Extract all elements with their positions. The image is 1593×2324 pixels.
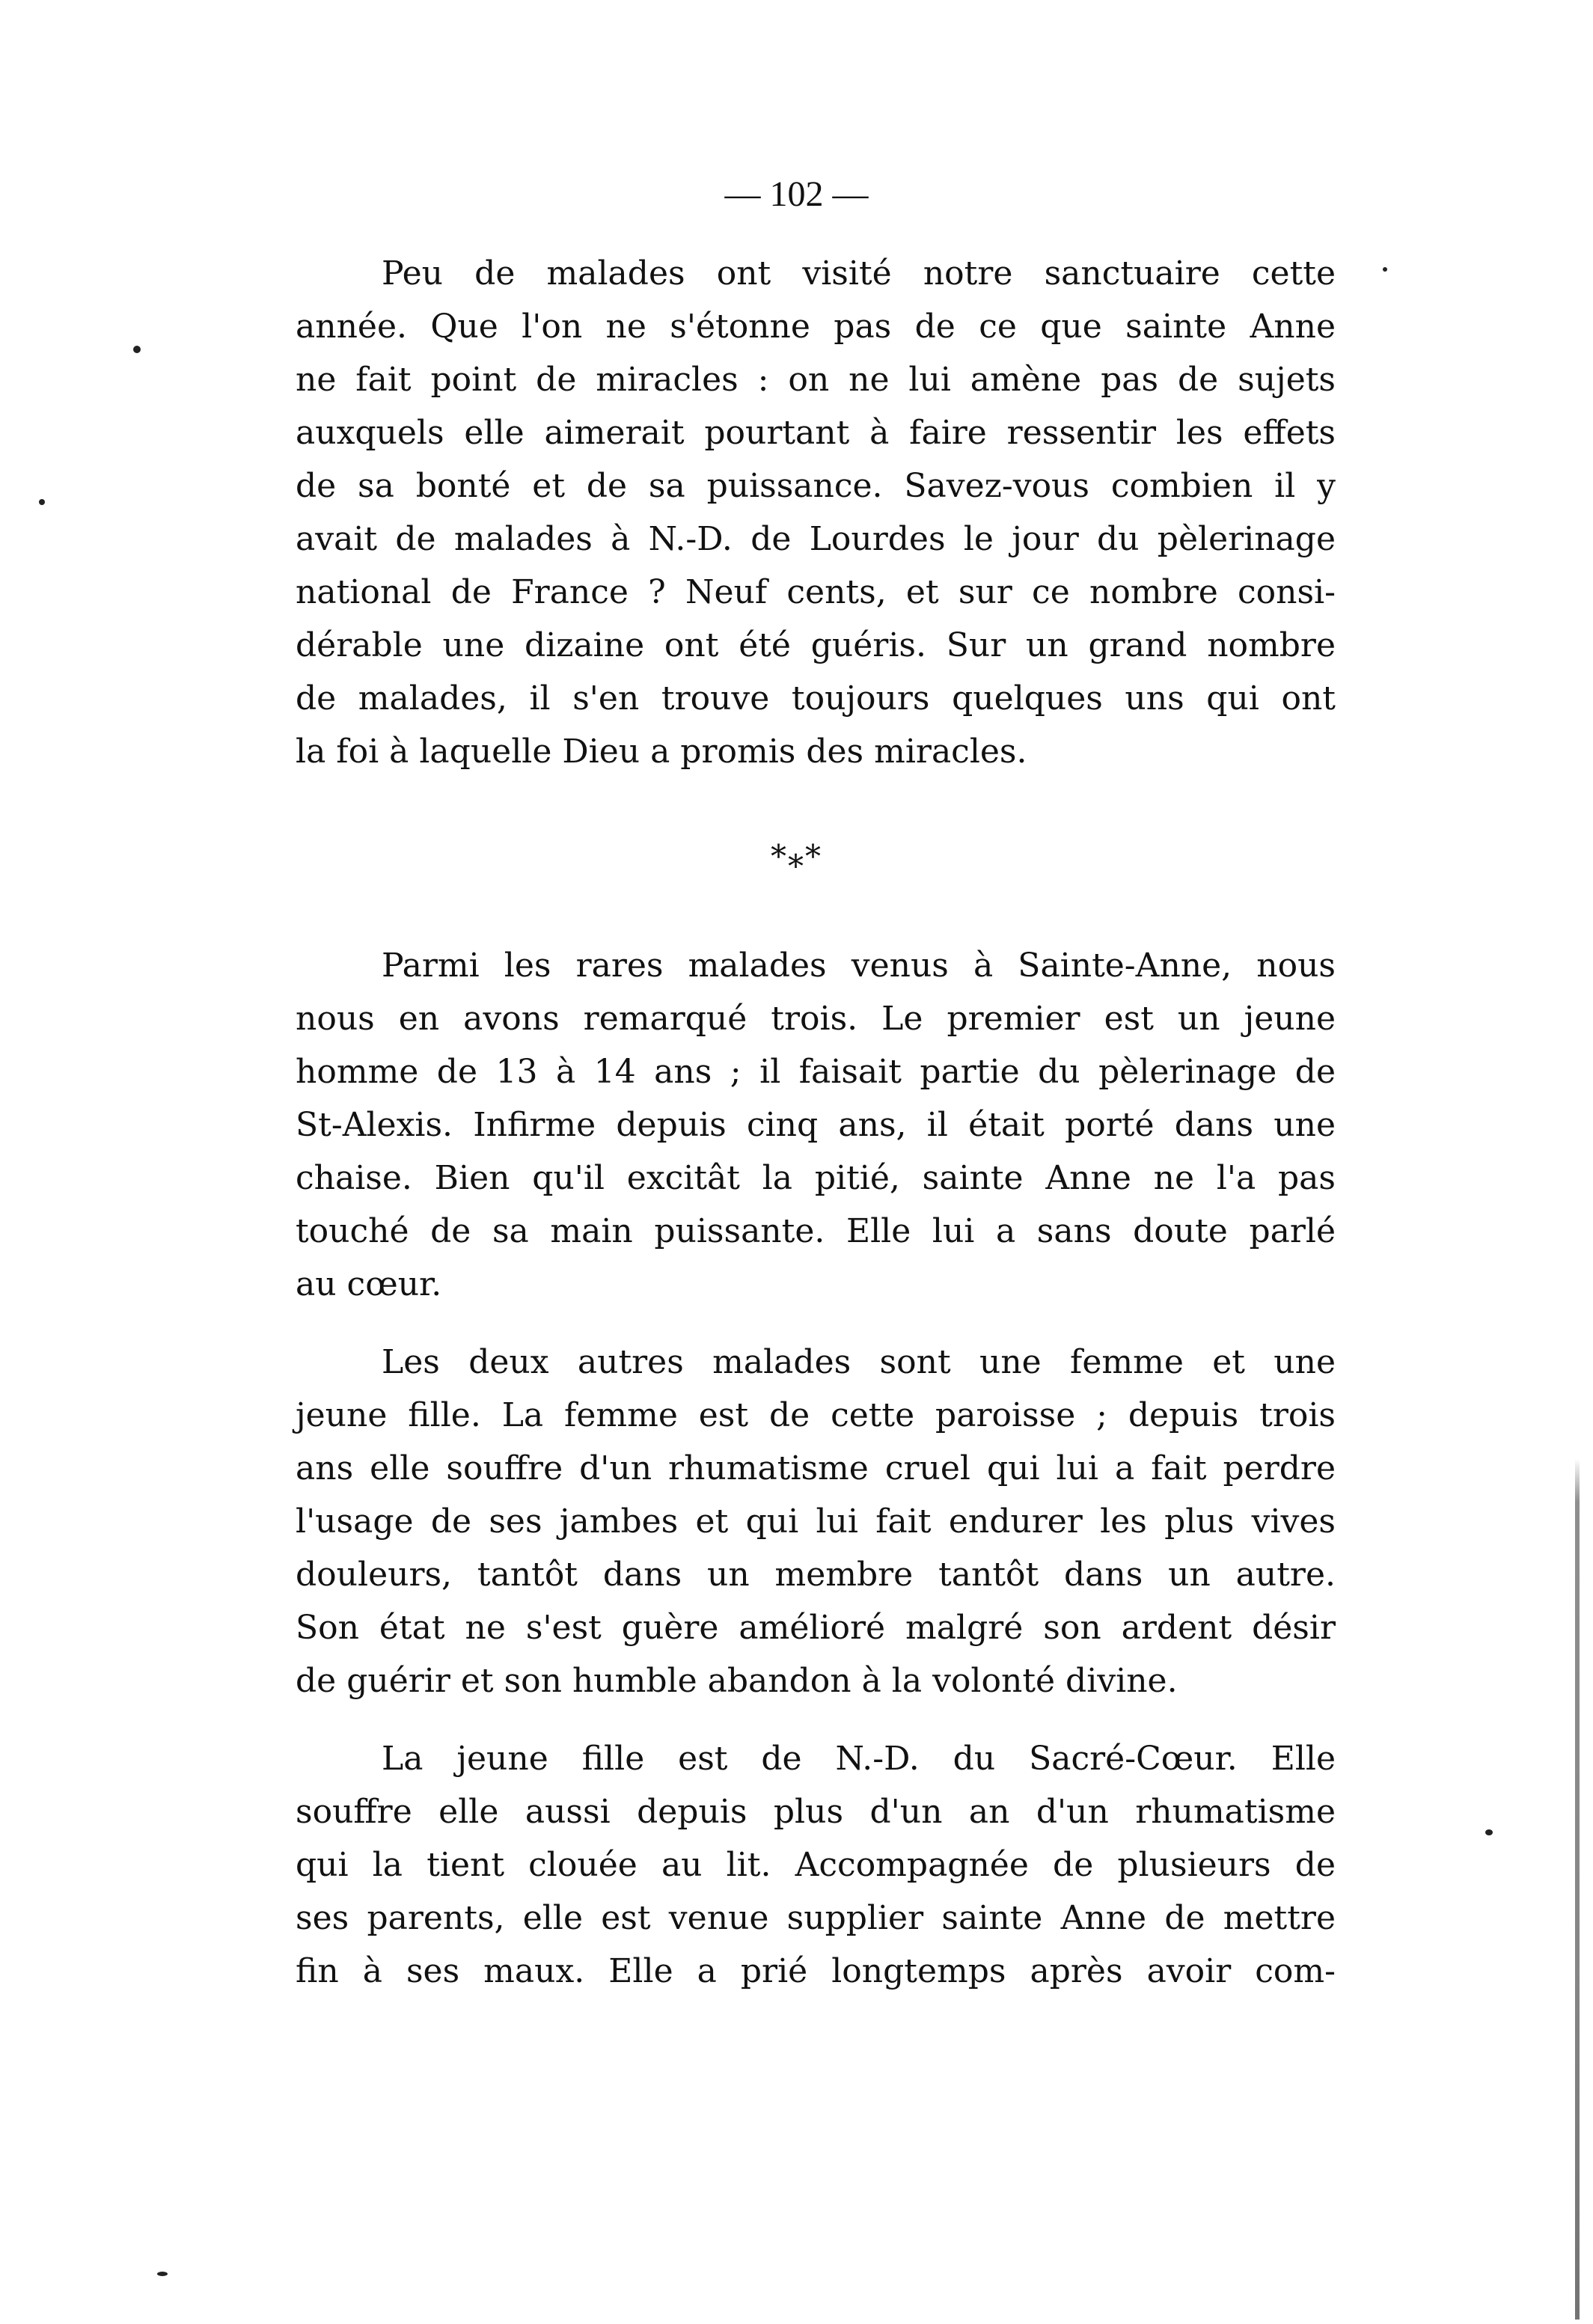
paragraph-1 <box>296 247 1336 778</box>
text-line: chaise. Bien qu'il excitât la pitié, sainte Anne ne l'a pas <box>296 1159 1336 1197</box>
text-line: Les deux autres malades sont une femme et une <box>382 1343 1336 1381</box>
section-ornament: *⁎* <box>771 838 822 875</box>
scan-speck <box>39 499 45 505</box>
text-line: ans elle souffre d'un rhumatisme cruel qui lui a fait perdre <box>296 1449 1336 1487</box>
paragraph-2 <box>296 939 1336 1311</box>
text-line: Son état ne s'est guère amélioré malgré son ardent désir <box>296 1609 1336 1647</box>
page-number: — 102 — <box>724 174 869 214</box>
scan-speck <box>133 346 141 353</box>
scan-speck <box>1485 1829 1493 1835</box>
text-line: homme de 13 à 14 ans ; il faisait partie du pèlerinage de <box>296 1053 1336 1091</box>
text-line: de sa bonté et de sa puissance. Savez-vous combien il y <box>296 467 1336 505</box>
text-line: jeune fille. La femme est de cette paroisse ; depuis trois <box>296 1396 1336 1434</box>
text-line: Peu de malades ont visité notre sanctuaire cette <box>382 254 1336 293</box>
text-line: dérable une dizaine ont été guéris. Sur un grand nombre <box>296 626 1336 664</box>
text-line: national de France ? Neuf cents, et sur ce nombre consi- <box>296 573 1336 611</box>
text-line: St-Alexis. Infirme depuis cinq ans, il était porté dans une <box>296 1106 1336 1144</box>
text-line: la foi à laquelle Dieu a promis des miracles. <box>296 733 1027 771</box>
paragraph-4 <box>296 1732 1336 1998</box>
text-line: La jeune fille est de N.-D. du Sacré-Cœur. Elle <box>382 1740 1336 1778</box>
text-line: ne fait point de miracles : on ne lui amène pas de sujets <box>296 361 1336 399</box>
text-line: touché de sa main puissante. Elle lui a sans doute parlé <box>296 1212 1336 1250</box>
text-line: année. Que l'on ne s'étonne pas de ce que sainte Anne <box>296 308 1336 346</box>
scan-speck <box>1383 267 1387 272</box>
text-line: au cœur. <box>296 1265 442 1303</box>
text-line: avait de malades à N.-D. de Lourdes le jour du pèlerinage <box>296 520 1336 558</box>
page-edge-shadow <box>1575 1459 1580 2320</box>
text-line: nous en avons remarqué trois. Le premier est un jeune <box>296 1000 1336 1038</box>
text-line: souffre elle aussi depuis plus d'un an d'un rhumatisme <box>296 1793 1336 1831</box>
scan-speck <box>157 2272 168 2276</box>
text-line: ses parents, elle est venue supplier sainte Anne de mettre <box>296 1899 1336 1937</box>
text-line: de guérir et son humble abandon à la volonté divine. <box>296 1662 1178 1700</box>
text-line: l'usage de ses jambes et qui lui fait endurer les plus vives <box>296 1502 1336 1541</box>
text-line: Parmi les rares malades venus à Sainte-Anne, nous <box>382 947 1336 985</box>
paragraph-3 <box>296 1336 1336 1707</box>
text-line: qui la tient clouée au lit. Accompagnée de plusieurs de <box>296 1846 1336 1884</box>
text-line: fin à ses maux. Elle a prié longtemps après avoir com- <box>296 1952 1336 1990</box>
text-line: auxquels elle aimerait pourtant à faire ressentir les effets <box>296 414 1336 452</box>
text-line: de malades, il s'en trouve toujours quelques uns qui ont <box>296 679 1336 718</box>
text-line: douleurs, tantôt dans un membre tantôt dans un autre. <box>296 1556 1336 1594</box>
